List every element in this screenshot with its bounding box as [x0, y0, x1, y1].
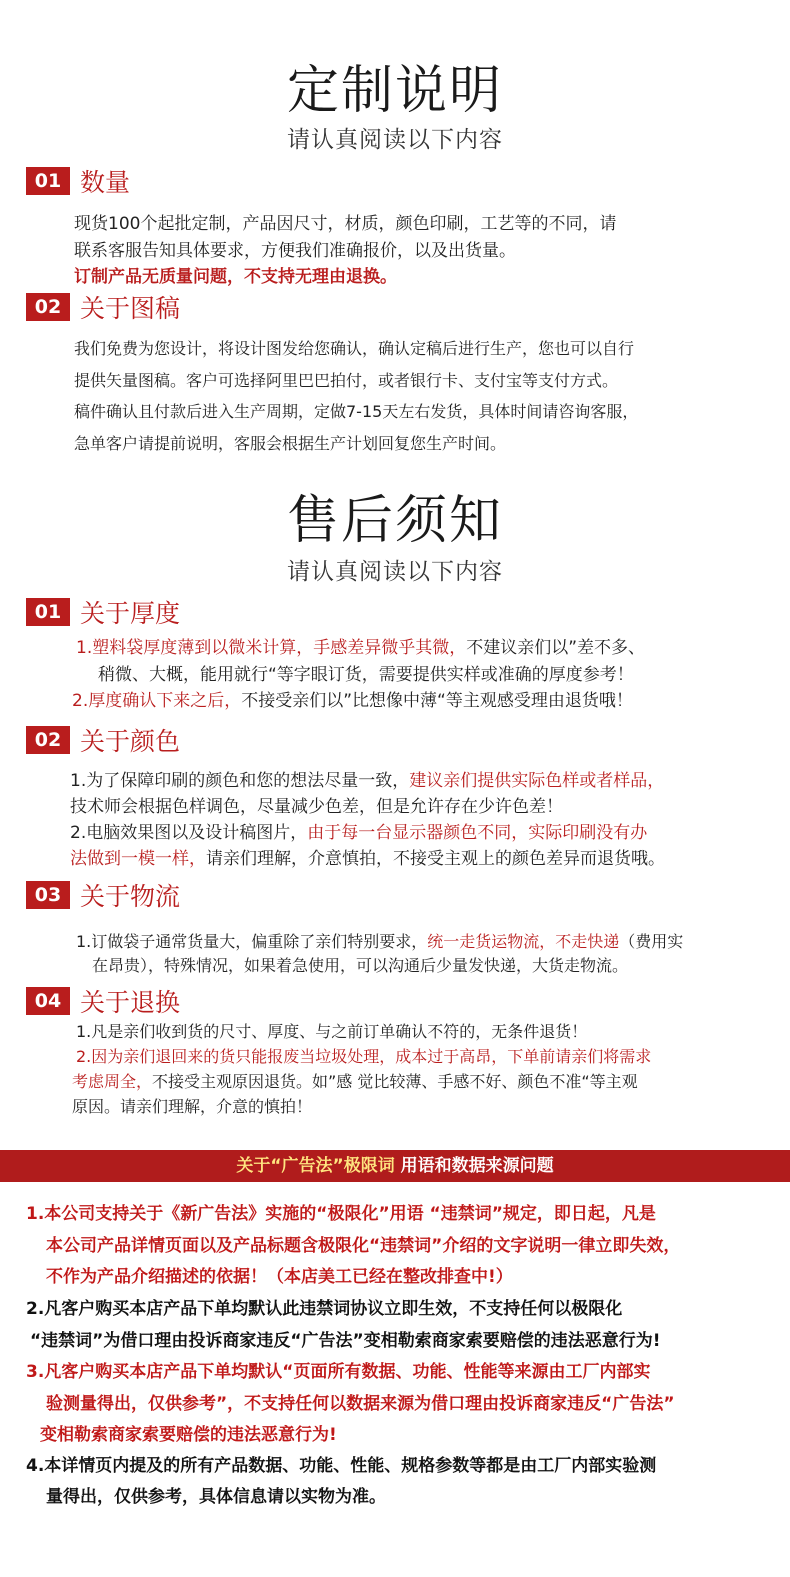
thickness-line-1: 1.塑料袋厚度薄到以微米计算，手感差异微乎其微，不建议亲们以”差不多、	[76, 638, 646, 658]
ad-law-banner	[0, 1150, 790, 1182]
color-line-2: 技术师会根据色样调色，尽量减少色差，但是允许存在少许色差！	[70, 797, 563, 817]
aftersale-title: 售后须知	[286, 491, 503, 551]
section-color	[26, 726, 180, 754]
color-line-3: 2.电脑效果图以及设计稿图片，由于每一台显示器颜色不同，实际印刷没有办	[70, 823, 648, 843]
section-number-badge: 02	[26, 293, 70, 321]
artwork-line-1: 我们免费为您设计，将设计图发给您确认，确认定稿后进行生产，您也可以自行	[74, 339, 635, 358]
section-heading: 关于物流	[80, 882, 181, 911]
section-number-badge: 04	[26, 987, 70, 1015]
thickness-line-2: 稍微、大概，能用就行“等字眼订货，需要提供实样或准确的厚度参考！	[98, 665, 634, 685]
section-number-badge: 02	[26, 726, 70, 754]
ad-law-line-3: 不作为产品介绍描述的依据！（本店美工已经在整改排查中!）	[46, 1267, 513, 1287]
returns-line-1: 1.凡是亲们收到货的尺寸、厚度、与之前订单确认不符的，无条件退货！	[76, 1022, 588, 1041]
artwork-line-2: 提供矢量图稿。客户可选择阿里巴巴拍付，或者银行卡、支付宝等支付方式。	[74, 371, 619, 390]
aftersale-subtitle: 请认真阅读以下内容	[287, 559, 503, 585]
ad-law-line-2: 本公司产品详情页面以及产品标题含极限化“违禁词”介绍的文字说明一律立即失效，	[46, 1236, 681, 1256]
section-heading: 数量	[80, 168, 131, 197]
ad-law-line-6: 3.凡客户购买本店产品下单均默认“页面所有数据、功能、性能等来源由工厂内部实	[26, 1362, 651, 1382]
section-quantity	[26, 167, 130, 195]
banner-prefix: 关于“广告法”极限词	[236, 1156, 395, 1176]
ad-law-line-9: 4.本详情页内提及的所有产品数据、功能、性能、规格参数等都是由工厂内部实验测	[26, 1456, 657, 1476]
section-heading: 关于厚度	[80, 599, 181, 628]
ad-law-line-7: 验测量得出，仅供参考”，不支持任何以数据来源为借口理由投诉商家违反“广告法”	[46, 1394, 675, 1414]
section-heading: 关于退换	[80, 988, 181, 1017]
custom-subtitle: 请认真阅读以下内容	[287, 127, 503, 153]
section-artwork	[26, 293, 180, 321]
section-number-badge: 01	[26, 598, 70, 626]
ad-law-line-1: 1.本公司支持关于《新广告法》实施的“极限化”用语 “违禁词”规定，即日起，凡是	[26, 1204, 656, 1224]
ad-law-line-10: 量得出，仅供参考，具体信息请以实物为准。	[46, 1487, 386, 1507]
returns-line-2: 2.因为亲们退回来的货只能报废当垃圾处理，成本过于高昂，下单前请亲们将需求	[76, 1047, 652, 1066]
section-heading: 关于颜色	[80, 727, 181, 756]
section-logistics	[26, 881, 180, 909]
quantity-line-1: 现货100个起批定制，产品因尺寸，材质，颜色印刷，工艺等的不同，请	[74, 214, 617, 234]
color-line-4: 法做到一模一样，请亲们理解，介意慎拍，不接受主观上的颜色差异而退货哦。	[70, 849, 665, 869]
artwork-line-4: 急单客户请提前说明，客服会根据生产计划回复您生产时间。	[74, 434, 507, 453]
section-heading: 关于图稿	[80, 294, 181, 323]
custom-title: 定制说明	[286, 61, 503, 121]
section-thickness	[26, 598, 180, 626]
logistics-line-2: 在昂贵），特殊情况，如果着急使用，可以沟通后少量发快递，大货走物流。	[92, 956, 629, 975]
ad-law-line-5: “违禁词”为借口理由投诉商家违反“广告法”变相勒索商家索要赔偿的违法恶意行为!	[30, 1331, 661, 1351]
returns-line-4: 原因。请亲们理解，介意的慎拍！	[72, 1097, 313, 1116]
logistics-line-1: 1.订做袋子通常货量大，偏重除了亲们特别要求，统一走货运物流，不走快递（费用实	[76, 932, 684, 951]
section-number-badge: 01	[26, 167, 70, 195]
thickness-line-3: 2.厚度确认下来之后，不接受亲们以”比想像中薄“等主观感受理由退货哦！	[72, 691, 633, 711]
banner-suffix: 用语和数据来源问题	[394, 1156, 554, 1176]
section-returns	[26, 987, 180, 1015]
returns-line-3: 考虑周全，不接受主观原因退货。如”感 觉比较薄、手感不好、颜色不准“等主观	[72, 1072, 638, 1091]
ad-law-line-8: 变相勒索商家索要赔偿的违法恶意行为!	[40, 1425, 337, 1445]
quantity-warning: 订制产品无质量问题，不支持无理由退换。	[74, 267, 397, 287]
section-number-badge: 03	[26, 881, 70, 909]
ad-law-line-4: 2.凡客户购买本店产品下单均默认此违禁词协议立即生效，不支持任何以极限化	[26, 1299, 623, 1319]
color-line-1: 1.为了保障印刷的颜色和您的想法尽量一致，建议亲们提供实际色样或者样品，	[70, 771, 665, 791]
quantity-line-2: 联系客服告知具体要求，方便我们准确报价，以及出货量。	[74, 241, 516, 261]
artwork-line-3: 稿件确认且付款后进入生产周期，定做7-15天左右发货，具体时间请咨询客服，	[74, 402, 639, 421]
